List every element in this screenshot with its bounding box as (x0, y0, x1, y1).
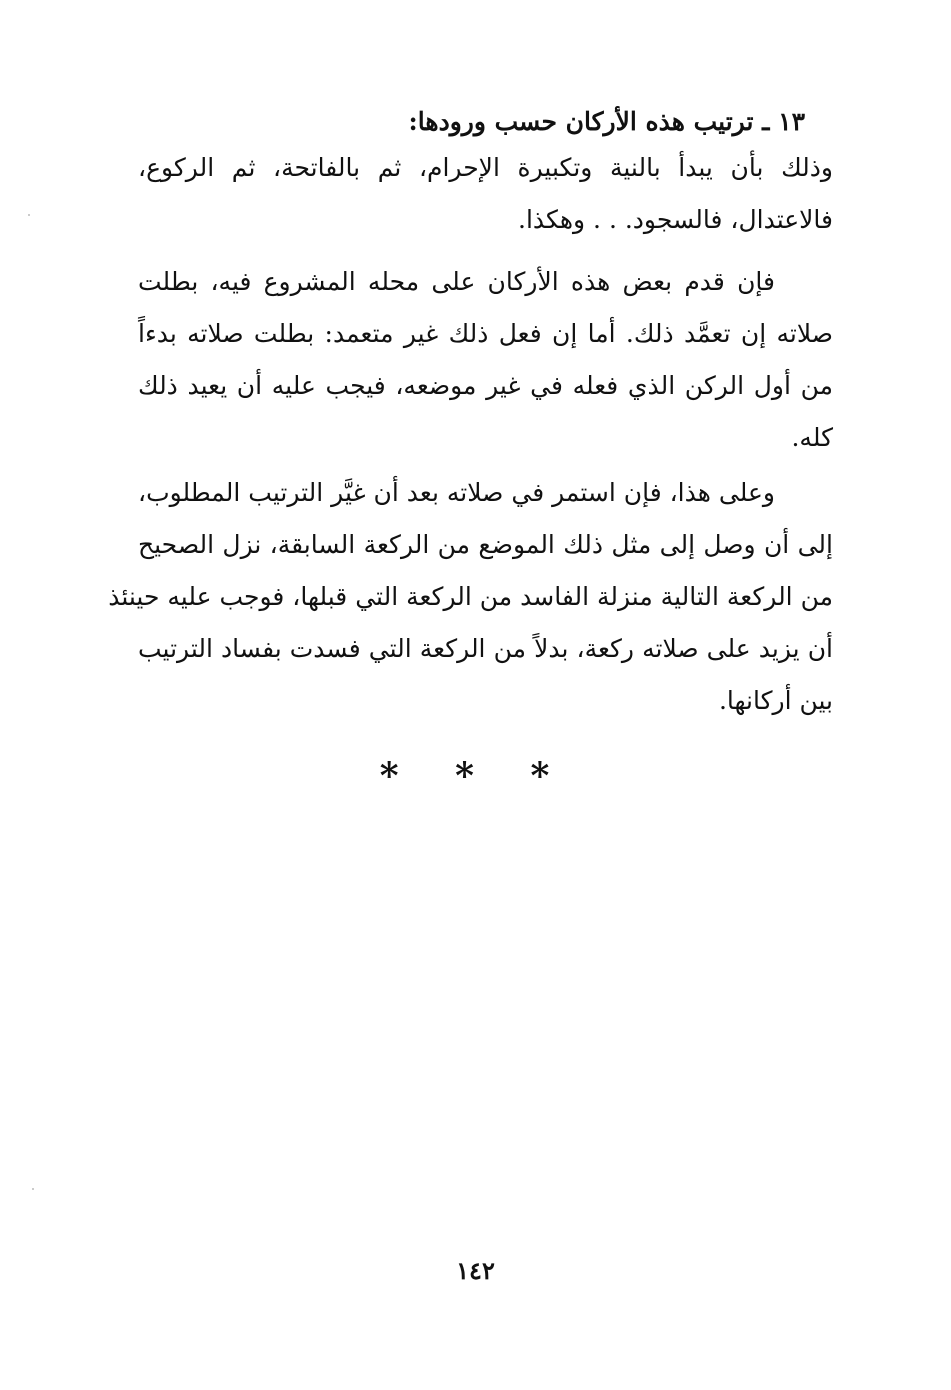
paragraph-line: فالاعتدال، فالسجود. . . وهكذا. (518, 205, 833, 234)
paragraph-line: وعلى هذا، فإن استمر في صلاته بعد أن غيَّر الترتيب المطلوب، (138, 478, 775, 507)
paragraph-line: بين أركانها. (718, 686, 833, 715)
paragraph-line: وذلك بأن يبدأ بالنية وتكبيرة الإحرام، ثم بالفاتحة، ثم الركوع، (138, 153, 833, 182)
section-heading (138, 96, 833, 148)
heading-line: ١٣ ـ ترتيب هذه الأركان حسب ورودها: (408, 107, 805, 136)
paragraph-line: كله. (791, 423, 833, 452)
paragraph-line: من أول الركن الذي فعله في غير موضعه، فيجب عليه أن يعيد ذلك (138, 371, 833, 400)
page-number: ١٤٢ (456, 1256, 495, 1285)
paragraph-line: صلاته إن تعمَّد ذلك. أما إن فعل ذلك غير متعمد: بطلت صلاته بدءاً (138, 319, 833, 348)
paragraph-line: من الركعة التالية منزلة الفاسد من الركعة التي قبلها، فوجب عليه حينئذ (108, 582, 833, 611)
section-separator: * * * (379, 755, 572, 797)
paragraph-3 (108, 467, 833, 727)
paragraph-line: إلى أن وصل إلى مثل ذلك الموضع من الركعة السابقة، نزل الصحيح (138, 530, 833, 559)
scan-speck (28, 214, 30, 216)
paragraph-1 (138, 142, 833, 246)
paragraph-line: أن يزيد على صلاته ركعة، بدلاً من الركعة التي فسدت بفساد الترتيب (138, 634, 833, 663)
paragraph-2 (138, 256, 833, 464)
scan-speck (32, 1188, 34, 1190)
paragraph-line: فإن قدم بعض هذه الأركان على محله المشروع فيه، بطلت (138, 267, 775, 296)
